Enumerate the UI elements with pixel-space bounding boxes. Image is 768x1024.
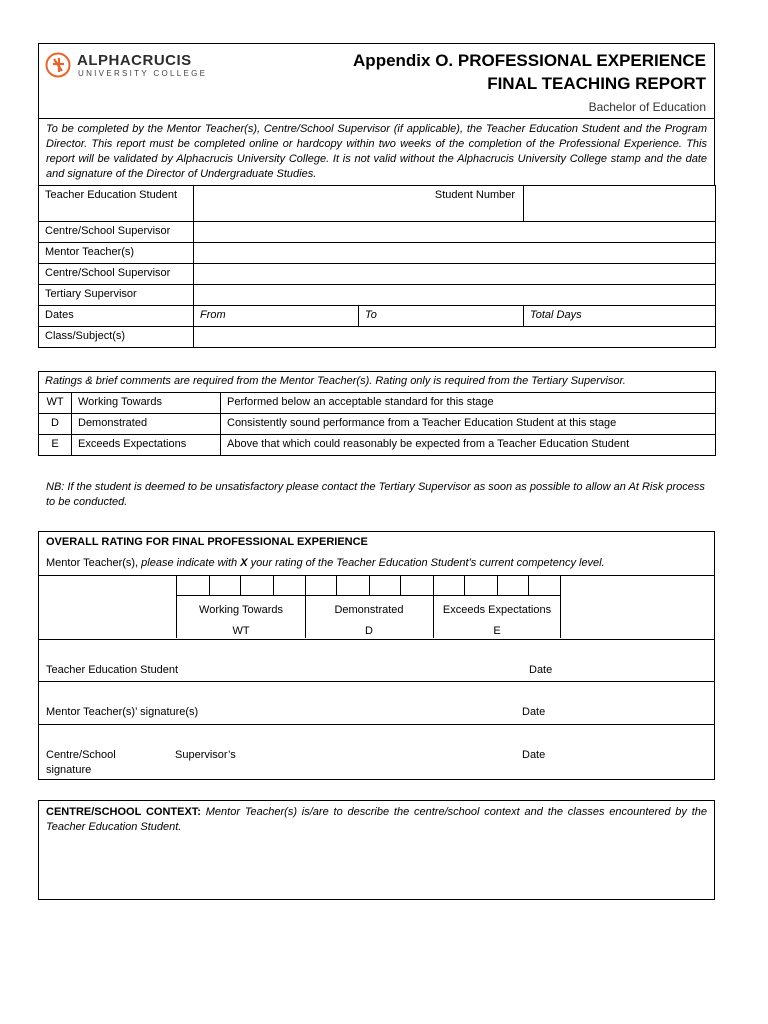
scale-d: Demonstrated D — [334, 604, 404, 637]
row-label: Centre/School Supervisor — [39, 264, 194, 285]
mentor-signature-row[interactable] — [39, 681, 714, 725]
centre-context-section[interactable] — [38, 800, 715, 900]
dates-label: Dates — [39, 306, 194, 327]
centre-signature-label-b: Supervisor’s — [175, 749, 236, 761]
rating-name: Demonstrated — [72, 414, 221, 435]
table-row — [39, 414, 716, 435]
student-signature-label: Teacher Education Student — [46, 664, 179, 676]
context-text: Mentor Teacher(s) is/are to describe the centre/school context and the classes encountered by the Teacher Education Student. — [46, 806, 707, 833]
ratings-key-table — [38, 371, 716, 456]
student-signature-row[interactable] — [39, 639, 714, 682]
class-label: Class/Subject(s) — [39, 327, 194, 348]
rating-desc: Above that which could reasonably be expected from a Teacher Education Student — [221, 435, 716, 456]
centre-signature-label-a: Centre/School — [46, 749, 116, 761]
scale-wt: Working Towards WT — [199, 604, 283, 637]
overall-title: OVERALL RATING FOR FINAL PROFESSIONAL EXPERIENCE — [46, 536, 368, 548]
table-row — [39, 435, 716, 456]
date-label: Date — [522, 706, 546, 718]
date-label: Date — [522, 749, 546, 761]
date-label: Date — [529, 664, 553, 676]
rating-code: D — [39, 414, 72, 435]
centre-signature-row[interactable] — [39, 724, 715, 780]
to-field[interactable]: To — [359, 306, 524, 327]
logo-name: ALPHACRUCIS — [77, 52, 192, 69]
row-label: Mentor Teacher(s) — [39, 243, 194, 264]
title-line-1: Appendix O. PROFESSIONAL EXPERIENCE — [353, 51, 706, 70]
rating-name: Working Towards — [72, 393, 221, 414]
ratings-header: Ratings & brief comments are required from the Mentor Teacher(s). Rating only is required from the Tertiary Supervisor. — [39, 372, 716, 393]
total-days-field[interactable]: Total Days — [524, 306, 716, 327]
from-field[interactable]: From — [194, 306, 359, 327]
intro-instructions: To be completed by the Mentor Teacher(s), Centre/School Supervisor (if applicable), the Teacher Education Student and the Program Director. This report must be completed online or hardcopy within two weeks of the completion of the Professional Experience. This report will be validated by Alphacrucis University College. It is not valid without the Alphacrucis University College stamp and the date and signature of the Director of Undergraduate Studies. — [38, 118, 715, 186]
rating-desc: Consistently sound performance from a Teacher Education Student at this stage — [221, 414, 716, 435]
details-table — [38, 185, 716, 348]
class-subject-field[interactable] — [194, 327, 716, 348]
nb-note: NB: If the student is deemed to be unsatisfactory please contact the Tertiary Supervisor as soon as possible to allow an At Risk process to be conducted. — [46, 481, 705, 508]
mentor-teacher-field[interactable] — [194, 243, 716, 264]
student-number-field[interactable] — [524, 186, 716, 222]
rating-desc: Performed below an acceptable standard for this stage — [221, 393, 716, 414]
logo — [45, 52, 215, 82]
overall-instruction: Mentor Teacher(s), please indicate with X your rating of the Teacher Education Student’s current competency level. — [46, 557, 605, 569]
centre-supervisor-field[interactable] — [194, 222, 716, 243]
student-number-label: Student Number — [194, 186, 524, 222]
centre-signature-label-c: signature — [46, 764, 92, 776]
student-label: Teacher Education Student — [39, 186, 194, 222]
scale-e: Exceeds Expectations E — [442, 604, 552, 637]
rating-grid-row — [39, 575, 714, 640]
form-header — [38, 43, 715, 119]
row-label: Tertiary Supervisor — [39, 285, 194, 306]
centre-supervisor-field-2[interactable] — [194, 264, 716, 285]
overall-header-row — [39, 532, 714, 576]
row-label: Centre/School Supervisor — [39, 222, 194, 243]
subtitle: Bachelor of Education — [588, 100, 706, 114]
table-row — [39, 393, 716, 414]
context-title: CENTRE/SCHOOL CONTEXT: — [46, 806, 201, 818]
tertiary-supervisor-field[interactable] — [194, 285, 716, 306]
rating-code: E — [39, 435, 72, 456]
rating-name: Exceeds Expectations — [72, 435, 221, 456]
mentor-signature-label: Mentor Teacher(s)’ signature(s) — [46, 706, 199, 718]
title-line-2: FINAL TEACHING REPORT — [487, 74, 706, 93]
logo-cross-icon — [45, 52, 71, 78]
logo-subtitle: UNIVERSITY COLLEGE — [78, 69, 208, 78]
rating-code: WT — [39, 393, 72, 414]
overall-rating-section — [38, 531, 715, 780]
